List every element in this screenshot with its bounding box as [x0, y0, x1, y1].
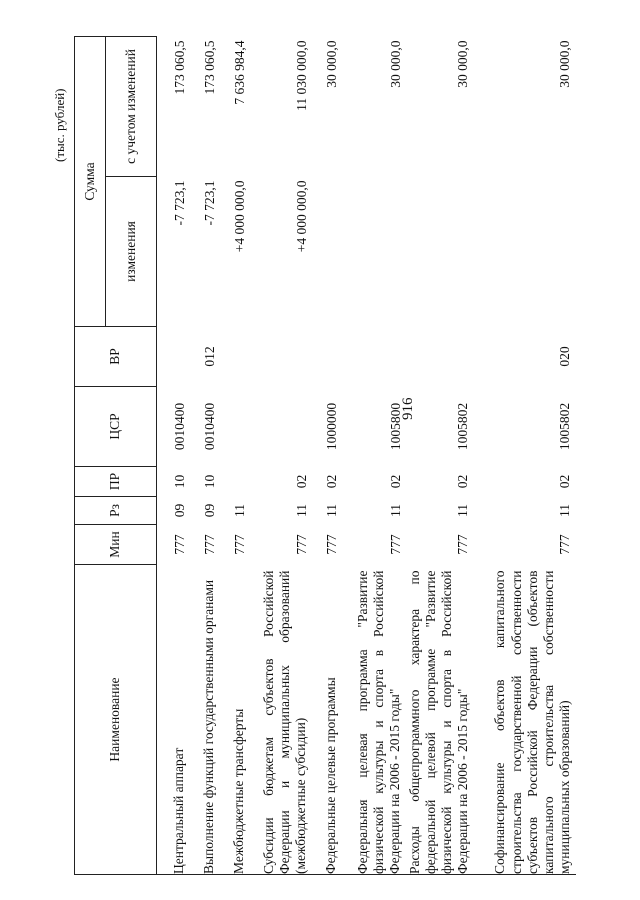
header-rz: Рз [75, 497, 157, 525]
table-row [313, 36, 343, 874]
row-min: 777 [387, 534, 403, 555]
budget-table [74, 36, 576, 875]
header-with-changes: с учетом изменений [106, 36, 157, 176]
row-csr [251, 387, 313, 467]
row-csr: 1005802 [455, 402, 471, 451]
header-sum: Сумма [75, 36, 106, 326]
row-pr: 10 [171, 474, 187, 489]
row-name: Субсидии бюджетам субъектов Российской Федерации и муниципальных образований (межбюджетные субсидии) [251, 565, 313, 875]
row-pr: 02 [387, 474, 403, 489]
row-change: -7 723,1 [201, 180, 217, 226]
row-name: Федеральная целевая программа "Развитие физической культуры и спорта в Российской Федерации на 2006 - 2015 годы" [343, 565, 407, 875]
row-name: Расходы общепрограммного характера по федеральной целевой программе "Развитие физической культуры и спорта в Российской Федерации на 2006 - 2015 годы" [407, 565, 475, 875]
row-rz: 11 [557, 504, 573, 517]
row-change [343, 177, 407, 327]
row-total: 173 060,5 [201, 40, 217, 95]
row-pr: 02 [323, 474, 339, 489]
row-name: Центральный аппарат [157, 565, 191, 875]
table-row [221, 36, 251, 874]
row-change: -7 723,1 [171, 180, 187, 226]
row-vr [343, 327, 407, 387]
table-row [251, 36, 313, 874]
row-rz: 11 [323, 504, 339, 517]
table-row [343, 36, 407, 874]
row-rz: 11 [293, 504, 309, 517]
row-csr [221, 387, 251, 467]
row-min: 777 [455, 534, 471, 555]
row-vr: 012 [201, 346, 217, 367]
row-min: 777 [557, 534, 573, 555]
row-csr: 1005800 [387, 402, 403, 451]
row-total: 7 636 984,4 [231, 40, 247, 105]
row-rz: 11 [231, 504, 247, 517]
row-vr: 020 [557, 346, 573, 367]
header-csr: ЦСР [75, 387, 157, 467]
table-body [157, 36, 577, 874]
row-min: 777 [323, 534, 339, 555]
row-pr [221, 467, 251, 497]
row-total: 30 000,0 [387, 40, 403, 88]
header-changes: изменения [106, 177, 157, 327]
table-row [474, 36, 576, 874]
table-row [157, 36, 191, 874]
row-total: 30 000,0 [455, 40, 471, 88]
row-pr: 02 [557, 474, 573, 489]
row-total: 30 000,0 [323, 40, 339, 88]
header-vr: ВР [75, 327, 157, 387]
row-total: 173 060,5 [171, 40, 187, 95]
table-row [191, 36, 221, 874]
header-min: Мин [75, 525, 157, 565]
row-total: 30 000,0 [557, 40, 573, 88]
row-pr: 10 [201, 474, 217, 489]
table-row [407, 36, 475, 874]
header-name: Наименование [75, 565, 157, 875]
row-name: Выполнение функций государственными органами [191, 565, 221, 875]
row-csr: 0010400 [171, 402, 187, 451]
row-vr [313, 327, 343, 387]
row-vr [221, 327, 251, 387]
unit-note: (тыс. рублей) [52, 88, 67, 162]
row-rz: 09 [201, 503, 217, 518]
row-rz: 11 [387, 504, 403, 517]
row-name: Софинансирование объектов капитального строительства государственной собственности субъектов Российской Федерации (объектов капитального строительства собственности муниципальных образований) [474, 565, 576, 875]
row-min: 777 [231, 534, 247, 555]
row-change: +4 000 000,0 [231, 180, 247, 253]
row-change: +4 000 000,0 [293, 180, 309, 253]
row-name: Межбюджетные трансферты [221, 565, 251, 875]
row-min: 777 [201, 534, 217, 555]
row-change [474, 177, 576, 327]
row-total: 11 030 000,0 [293, 40, 309, 111]
row-change [407, 177, 475, 327]
row-min: 777 [293, 534, 309, 555]
row-change [313, 177, 343, 327]
row-csr: 1000000 [323, 402, 339, 451]
row-csr: 1005802 [557, 402, 573, 451]
row-vr [407, 327, 475, 387]
page-number: 916 [400, 397, 416, 420]
row-pr: 02 [293, 474, 309, 489]
row-rz: 11 [455, 504, 471, 517]
row-rz: 09 [171, 503, 187, 518]
row-vr [157, 327, 191, 387]
header-pr: ПР [75, 467, 157, 497]
row-name: Федеральные целевые программы [313, 565, 343, 875]
row-min: 777 [171, 534, 187, 555]
row-pr: 02 [455, 474, 471, 489]
row-csr: 0010400 [201, 402, 217, 451]
row-vr [251, 327, 313, 387]
